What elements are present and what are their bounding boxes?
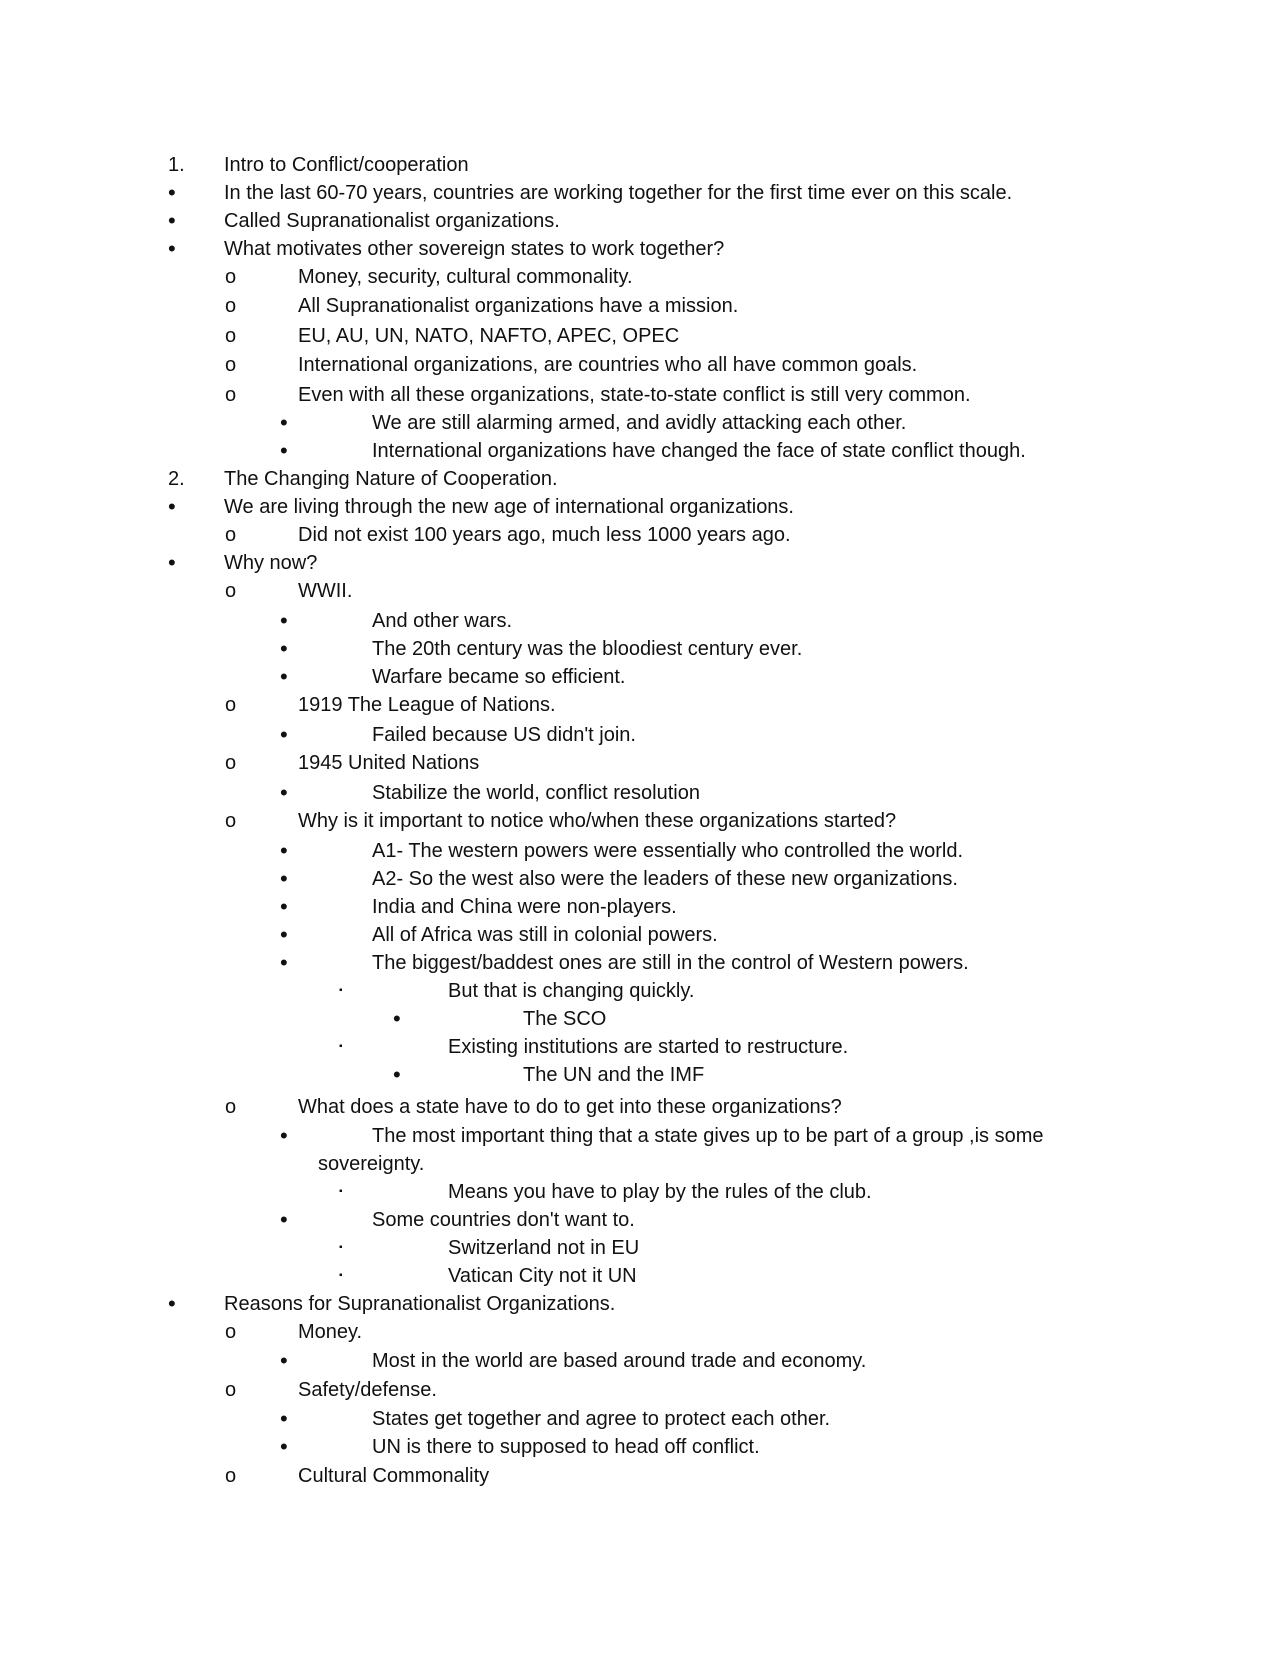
list-item xyxy=(0,549,1280,577)
list-item-text: Cultural Commonality xyxy=(298,1465,490,1487)
list-item-text: All Supranationalist organizations have a mission. xyxy=(298,295,739,317)
list-item xyxy=(0,921,1280,949)
list-item xyxy=(0,1122,1280,1150)
list-item-text: Did not exist 100 years ago, much less 1000 years ago. xyxy=(298,524,791,546)
bullet-icon: • xyxy=(280,438,288,463)
list-item xyxy=(0,1093,1280,1121)
list-item xyxy=(0,865,1280,893)
list-item-text: Even with all these organizations, state-to-state conflict is still very common. xyxy=(298,384,971,406)
list-item-text: But that is changing quickly. xyxy=(448,980,695,1002)
list-item xyxy=(0,607,1280,635)
bullet-icon: • xyxy=(280,722,288,747)
list-item xyxy=(0,1376,1280,1404)
list-item xyxy=(0,437,1280,465)
list-item xyxy=(0,1433,1280,1461)
list-item-text: EU, AU, UN, NATO, NAFTO, APEC, OPEC xyxy=(298,325,680,347)
bullet-icon: • xyxy=(280,894,288,919)
list-item-text: Intro to Conflict/cooperation xyxy=(224,154,469,176)
list-item-text: International organizations have changed the face of state conflict though. xyxy=(372,440,1026,462)
list-item xyxy=(0,179,1280,207)
list-item xyxy=(0,1061,1280,1089)
list-item xyxy=(0,465,1280,493)
list-item xyxy=(0,493,1280,521)
square-bullet-icon: ▪ xyxy=(339,1186,343,1197)
list-item-text: The 20th century was the bloodiest century ever. xyxy=(372,638,803,660)
square-bullet-icon: ▪ xyxy=(339,1041,343,1052)
bullet-icon: • xyxy=(280,780,288,805)
list-item-text: Called Supranationalist organizations. xyxy=(224,210,560,232)
hollow-bullet-icon: o xyxy=(225,810,237,832)
list-item xyxy=(0,1290,1280,1318)
list-item xyxy=(0,837,1280,865)
bullet-icon: • xyxy=(168,208,176,233)
list-item-text: In the last 60-70 years, countries are working together for the first time ever on this scale. xyxy=(224,182,1013,204)
list-item xyxy=(0,1347,1280,1375)
list-item xyxy=(0,235,1280,263)
list-item xyxy=(0,779,1280,807)
list-item xyxy=(0,1462,1280,1490)
list-item xyxy=(0,1206,1280,1234)
list-item xyxy=(0,322,1280,350)
hollow-bullet-icon: o xyxy=(225,354,237,376)
list-item xyxy=(0,1033,1280,1061)
bullet-icon: • xyxy=(280,866,288,891)
bullet-icon: • xyxy=(168,236,176,261)
list-item-text: Existing institutions are started to restructure. xyxy=(448,1036,849,1058)
list-item-text: Money, security, cultural commonality. xyxy=(298,266,633,288)
bullet-icon: • xyxy=(280,410,288,435)
list-number: 1. xyxy=(168,154,185,176)
list-item-text: We are still alarming armed, and avidly attacking each other. xyxy=(372,412,907,434)
hollow-bullet-icon: o xyxy=(225,1379,237,1401)
list-item-text: Most in the world are based around trade and economy. xyxy=(372,1350,867,1372)
list-item-text: A2- So the west also were the leaders of these new organizations. xyxy=(372,868,958,890)
bullet-icon: • xyxy=(280,1207,288,1232)
list-item-text: A1- The western powers were essentially who controlled the world. xyxy=(372,840,964,862)
list-item-text: UN is there to supposed to head off conflict. xyxy=(372,1436,760,1458)
list-item-text: International organizations, are countries who all have common goals. xyxy=(298,354,918,376)
list-item-text: What does a state have to do to get into these organizations? xyxy=(298,1096,842,1118)
list-item-text: sovereignty. xyxy=(318,1153,425,1175)
bullet-icon: • xyxy=(280,950,288,975)
list-item xyxy=(0,635,1280,663)
list-item-text: Stabilize the world, conflict resolution xyxy=(372,782,700,804)
list-item xyxy=(0,263,1280,291)
hollow-bullet-icon: o xyxy=(225,266,237,288)
list-item xyxy=(0,807,1280,835)
list-item xyxy=(0,721,1280,749)
square-bullet-icon: ▪ xyxy=(339,1242,343,1253)
list-item xyxy=(0,1005,1280,1033)
bullet-icon: • xyxy=(280,636,288,661)
list-item-text: We are living through the new age of international organizations. xyxy=(224,496,794,518)
list-item-text: Why is it important to notice who/when these organizations started? xyxy=(298,810,897,832)
square-bullet-icon: ▪ xyxy=(339,1270,343,1281)
list-item-text: India and China were non-players. xyxy=(372,896,677,918)
list-item-text: The Changing Nature of Cooperation. xyxy=(224,468,558,490)
list-item xyxy=(0,663,1280,691)
list-item xyxy=(0,1178,1280,1206)
bullet-icon: • xyxy=(280,838,288,863)
bullet-icon: • xyxy=(168,180,176,205)
list-item-text: What motivates other sovereign states to work together? xyxy=(224,238,725,260)
list-item xyxy=(0,351,1280,379)
list-item-text: Safety/defense. xyxy=(298,1379,437,1401)
list-item-text: Reasons for Supranationalist Organizations. xyxy=(224,1293,616,1315)
square-bullet-icon: ▪ xyxy=(339,985,343,996)
list-item xyxy=(0,1405,1280,1433)
list-item xyxy=(0,977,1280,1005)
list-item-text: Why now? xyxy=(224,552,318,574)
list-item-text: Some countries don't want to. xyxy=(372,1209,635,1231)
hollow-bullet-icon: o xyxy=(225,752,237,774)
list-item xyxy=(0,893,1280,921)
bullet-icon: • xyxy=(393,1062,401,1087)
list-item-text: Switzerland not in EU xyxy=(448,1237,640,1259)
list-item xyxy=(0,577,1280,605)
list-item-text: WWII. xyxy=(298,580,353,602)
list-item-text: The most important thing that a state gives up to be part of a group ,is some xyxy=(372,1125,1044,1147)
bullet-icon: • xyxy=(280,1348,288,1373)
hollow-bullet-icon: o xyxy=(225,325,237,347)
list-item xyxy=(0,749,1280,777)
bullet-icon: • xyxy=(280,1434,288,1459)
list-item-text: Failed because US didn't join. xyxy=(372,724,636,746)
list-item-continuation xyxy=(0,1150,1280,1178)
list-item xyxy=(0,1234,1280,1262)
list-item xyxy=(0,381,1280,409)
list-item-text: The SCO xyxy=(523,1008,607,1030)
list-item-text: Means you have to play by the rules of the club. xyxy=(448,1181,872,1203)
list-item-text: And other wars. xyxy=(372,610,513,632)
list-item-text: Warfare became so efficient. xyxy=(372,666,626,688)
hollow-bullet-icon: o xyxy=(225,295,237,317)
bullet-icon: • xyxy=(393,1006,401,1031)
hollow-bullet-icon: o xyxy=(225,580,237,602)
list-item-text: States get together and agree to protect each other. xyxy=(372,1408,831,1430)
list-item xyxy=(0,691,1280,719)
list-item-text: The biggest/baddest ones are still in the control of Western powers. xyxy=(372,952,969,974)
bullet-icon: • xyxy=(280,1406,288,1431)
list-item xyxy=(0,151,1280,179)
list-item-text: All of Africa was still in colonial powers. xyxy=(372,924,718,946)
hollow-bullet-icon: o xyxy=(225,1321,237,1343)
list-item-text: 1919 The League of Nations. xyxy=(298,694,556,716)
list-item-text: Money. xyxy=(298,1321,363,1343)
list-item xyxy=(0,409,1280,437)
list-item xyxy=(0,1262,1280,1290)
list-item-text: Vatican City not it UN xyxy=(448,1265,637,1287)
list-item xyxy=(0,1318,1280,1346)
list-number: 2. xyxy=(168,468,185,490)
bullet-icon: • xyxy=(168,550,176,575)
list-item xyxy=(0,521,1280,549)
list-item-text: The UN and the IMF xyxy=(523,1064,705,1086)
bullet-icon: • xyxy=(280,1123,288,1148)
list-item-text: 1945 United Nations xyxy=(298,752,480,774)
list-item xyxy=(0,207,1280,235)
list-item xyxy=(0,292,1280,320)
hollow-bullet-icon: o xyxy=(225,1465,237,1487)
bullet-icon: • xyxy=(280,922,288,947)
bullet-icon: • xyxy=(168,1291,176,1316)
list-item xyxy=(0,949,1280,977)
bullet-icon: • xyxy=(280,664,288,689)
bullet-icon: • xyxy=(280,608,288,633)
hollow-bullet-icon: o xyxy=(225,524,237,546)
bullet-icon: • xyxy=(168,494,176,519)
hollow-bullet-icon: o xyxy=(225,694,237,716)
hollow-bullet-icon: o xyxy=(225,384,237,406)
hollow-bullet-icon: o xyxy=(225,1096,237,1118)
